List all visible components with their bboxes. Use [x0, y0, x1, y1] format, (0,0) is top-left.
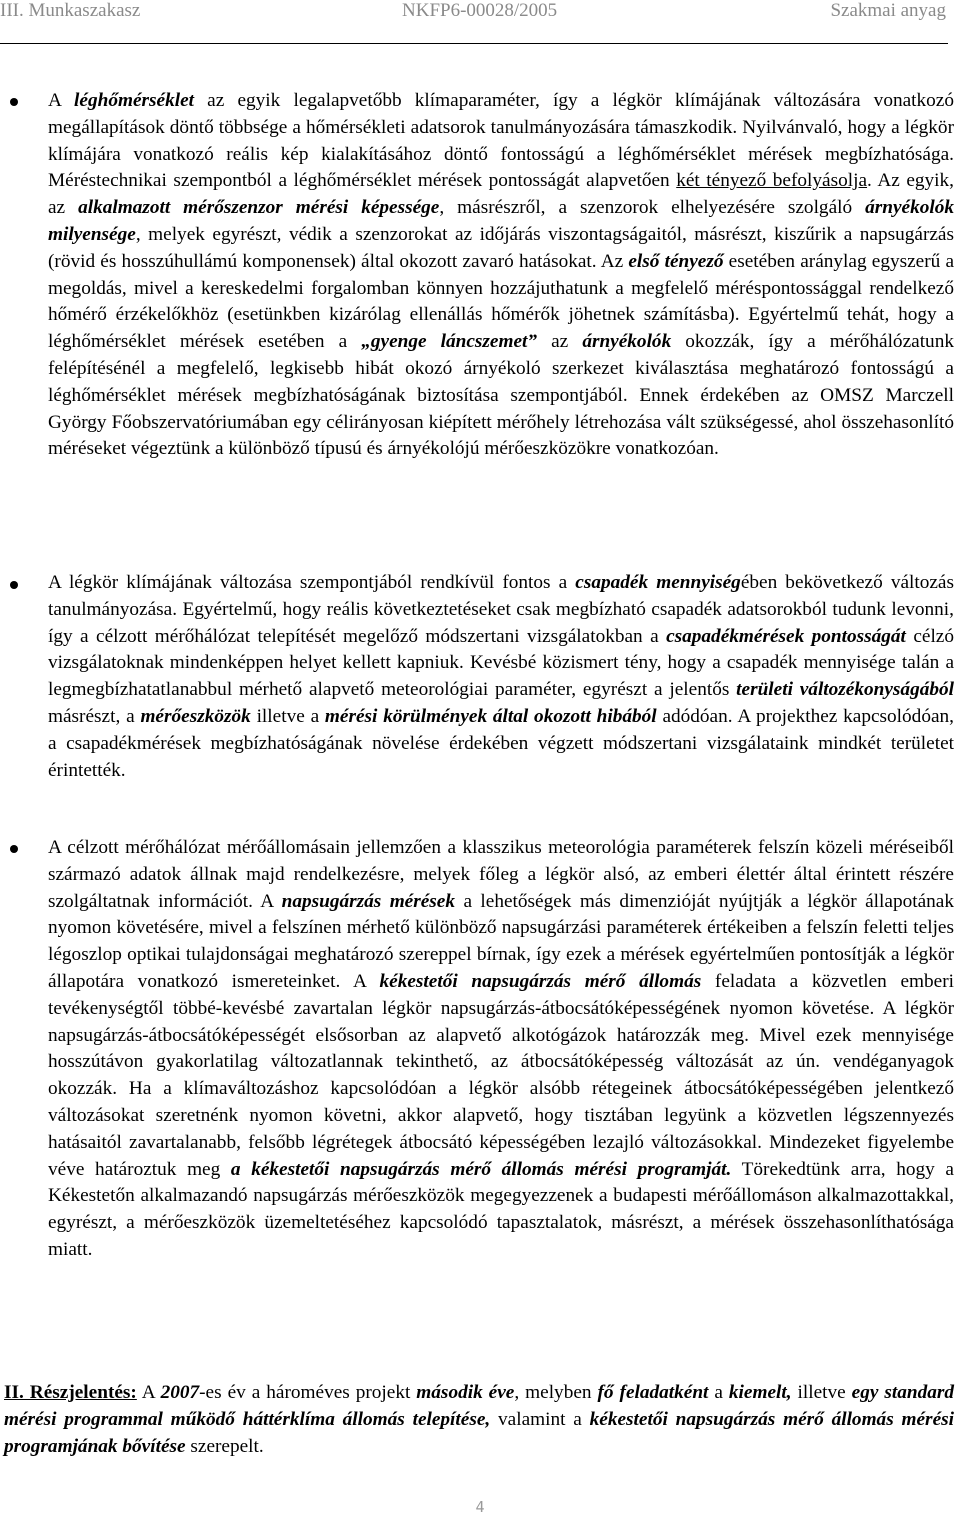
header-rule [0, 43, 948, 44]
paragraph-radiation: A célzott mérőhálózat mérőállomásain jellemzően a klasszikus meteorológia paraméterek felszín közeli méréseiből származó adatok állnak majd rendelkezésre, melyek főleg a légkör alsó, az emberi élettér által érintett részére szolgáltatnak információt. A napsugárzás mérések a lehetőségek más dimenzióját nyújtják a légkör állapotának nyomon követésére, mivel a felszínen mérhető különböző napsugárzási paraméterek értékeiben a felszín feletti teljes légoszlop optikai tulajdonságai meghatározó szereppel bírnak, így ezek a mérések egyértelműen pontosítják a légkör állapotára vonatkozó ismereteinket. A kékestetői napsugárzás mérő állomás feladata a közvetlen emberi tevékenységtől többé-kevésbé zavartalan légkör napsugárzás-átbocsátóképességének nyomon követése. A légkör napsugárzás-átbocsátóképességét elsősorban az alapvető alkotógázok határozzák meg. Mivel ezek mennyisége hosszútávon gyakorlatilag változatlannak tekinthető, az átbocsátóképesség változását az ún. vendéganyagok okozzák. Ha a klímaváltozáshoz kapcsolódóan a légkör alsóbb rétegeinek átbocsátóképességében jelentkező változásokat szeretnénk nyomon követni, akkor alapvető, hogy tisztában legyünk a közvetlen légszennyezés hatásaitól zavartalanabb, felsőbb légrétegek átbocsátó képességében lezajló változásokkal. Mindezeket figyelembe véve határoztuk meg a kékestetői napsugárzás mérő állomás mérési programját. Törekedtünk arra, hogy a Kékestetőn alkalmazandó napsugárzás mérőeszközök megegyezzenek a budapesti mérőállomáson alkalmazottakkal, egyrészt, a mérőeszközök üzemeltetéséhez kapcsolódó tapasztalatok, másrészt, a mérések összehasonlíthatósága miatt. [48, 837, 954, 1260]
page-number: 4 [475, 1498, 485, 1516]
paragraph-temperature: A léghőmérséklet az egyik legalapvetőbb klímaparaméter, így a légkör klímájának változására vonatkozó megállapítások döntő többsége a hőmérsékleti adatsorok tanulmányozására támaszkodik. Nyilvánvaló, hogy a légkör klímájára vonatkozó reális kép kialakításához döntő fontosságú a léghőmérséklet mérések megbízhatósága. Méréstechnikai szempontból a léghőmérséklet mérések pontosságát alapvetően két tényező befolyásolja. Az egyik, az alkalmazott mérőszenzor mérési képessége, másrészről, a szenzorok elhelyezésére szolgáló árnyékolók milyensége, melyek egyrészt, védik a szenzorokat az időjárás viszontagságaitól, másrészt, kiszűrik a napsugárzás (rövid és hosszúhullámú komponensek) által okozott zavaró hatásokat. Az első tényező esetében aránylag egyszerű a megoldás, mivel a kereskedelmi forgalomban könnyen hozzájuthatunk a megfelelő méréspontossággal rendelkező hőmérő érzékelőkhöz (esetünkben kizárólag ellenállás hőmérők jöhetnek számításba). Egyértelmű tehát, hogy a léghőmérséklet mérések esetében a „gyenge láncszemet” az árnyékolók okozzák, így a mérőhálózatunk felépítésénél a megfelelő, legkisebb hibát okozó árnyékoló szerkezet kiválasztása meghatározó fontosságú a léghőmérséklet mérések megbízhatóságának biztosítása szempontjából. Ennek érdekében az OMSZ Marczell György Főobszervatóriumában egy célirányosan kiépített mérőhely létrehozása vált szükségessé, ahol összehasonlító méréseket végeztünk a különböző típusú és árnyékolójú mérőeszközökre vonatkozóan. [48, 90, 955, 460]
header-section: III. Munkaszakasz [0, 0, 141, 21]
paragraph-part-report: II. Részjelentés: A 2007-es év a hároméves projekt második éve, melyben fő feladatként a kiemelt, illetve egy standard mérési programmal működő háttérklíma állomás telepítése, valamint a kékestetői napsugárzás mérő állomás mérési programjának bővítése szerepelt. [4, 1382, 955, 1457]
header-project-id: NKFP6-00028/2005 [402, 0, 558, 21]
header-doc-type: Szakmai anyag [830, 0, 946, 21]
paragraph-precipitation: A légkör klímájának változása szempontjából rendkívül fontos a csapadék mennyiségében bekövetkező változás tanulmányozása. Egyértelmű, hogy reális következtetéseket csak megbízható csapadék adatsorokból tudunk levonni, így a célzott mérőhálózat telepítését megelőző módszertani vizsgálatokban a csapadékmérések pontosságát célzó vizsgálatoknak mindenképpen helyet kellett kapniuk. Kevésbé közismert tény, hogy a csapadék mennyisége talán a legmegbízhatatlanabbul mérhető alapvető meteorológiai paraméter, egyrészt a jelentős területi változékonyságából másrészt, a mérőeszközök illetve a mérési körülmények által okozott hibából adódóan. A projekthez kapcsolódóan, a csapadékmérések megbízhatóságának növelése érdekében végzett módszertani vizsgálataink mindkét területet érintették. [48, 572, 954, 781]
section-heading: II. Részjelentés: [4, 1382, 137, 1403]
page-header [0, 0, 960, 34]
